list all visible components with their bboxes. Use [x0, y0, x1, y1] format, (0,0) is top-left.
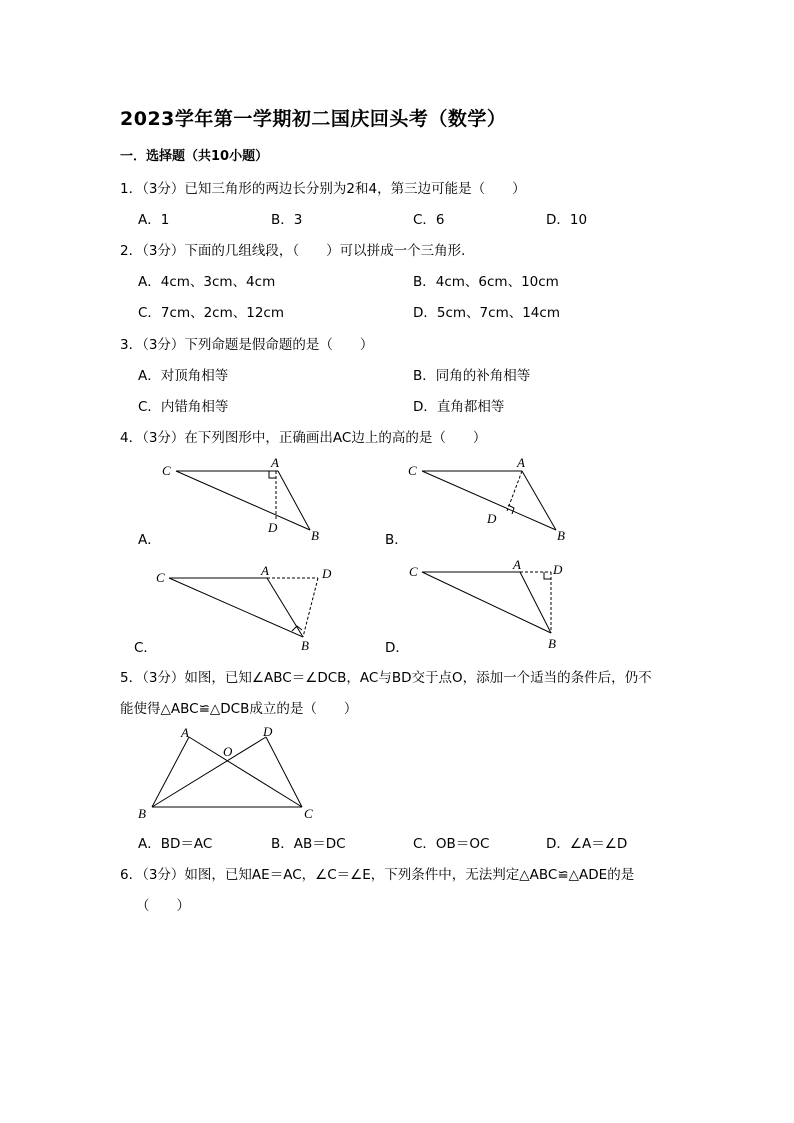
question-2-stem: 2．（3分）下面的几组线段，（ ）可以拼成一个三角形． [120, 243, 475, 259]
q1-option-c: C．6 [413, 212, 445, 228]
q4-figure-d [398, 555, 578, 655]
q3-option-b: B．同角的补角相等 [413, 368, 531, 384]
q4-option-c-label: C． [134, 640, 157, 656]
q4-figure-c [145, 560, 345, 655]
q5-label-b: B [138, 806, 146, 821]
q4a-label-b: B [311, 528, 319, 543]
q4c-label-b: B [301, 638, 309, 653]
q5-label-o: O [223, 744, 233, 759]
q2-option-b: B．4cm、6cm、10cm [413, 274, 559, 290]
q5-label-d: D [263, 724, 273, 739]
question-3-stem: 3．（3分）下列命题是假命题的是（ ） [120, 337, 374, 353]
q4-option-b-label: B． [385, 532, 408, 548]
q4c-label-c: C [156, 570, 165, 585]
q3-option-d: D．直角都相等 [413, 399, 505, 415]
q4b-label-d: D [487, 511, 497, 526]
q4-option-d-label: D． [385, 640, 409, 656]
q4d-label-d: D [553, 562, 563, 577]
q2-option-d: D．5cm、7cm、14cm [413, 305, 560, 321]
q1-option-a: A．1 [138, 212, 170, 228]
question-4-stem: 4．（3分）在下列图形中，正确画出AC边上的高的是（ ） [120, 430, 487, 446]
q3-option-a: A．对顶角相等 [138, 368, 229, 384]
q1-option-d: D．10 [546, 212, 588, 228]
q4-figure-a [150, 452, 330, 547]
question-5-stem-line1: 5．（3分）如图，已知∠ABC＝∠DCB，AC与BD交于点O，添加一个适当的条件后，仍不 [120, 670, 652, 686]
q4a-label-d: D [268, 520, 278, 535]
q3-option-c: C．内错角相等 [138, 399, 229, 415]
q4-option-a-label: A． [138, 532, 161, 548]
page-title: 2023学年第一学期初二国庆回头考（数学） [120, 108, 507, 130]
q4a-label-a: A [271, 455, 279, 470]
q5-label-c: C [304, 806, 313, 821]
q4-figure-b [398, 452, 578, 547]
question-1-stem: 1．（3分）已知三角形的两边长分别为2和4，第三边可能是（ ） [120, 181, 526, 197]
q5-option-d: D．∠A＝∠D [546, 836, 628, 852]
q4b-label-a: A [517, 455, 525, 470]
q5-option-a: A．BD＝AC [138, 836, 213, 852]
question-5-stem-line2: 能使得△ABC≌△DCB成立的是（ ） [120, 701, 358, 717]
q4d-label-c: C [409, 564, 418, 579]
question-6-stem-line1: 6．（3分）如图，已知AE＝AC，∠C＝∠E，下列条件中，无法判定△ABC≌△ADE的是 [120, 867, 635, 883]
question-6-stem-line2: （ ） [136, 898, 190, 914]
q4b-label-b: B [557, 528, 565, 543]
q5-figure [130, 720, 330, 825]
q5-option-c: C．OB＝OC [413, 836, 490, 852]
section-heading: 一．选择题（共10小题） [120, 149, 269, 164]
q5-option-b: B．AB＝DC [271, 836, 346, 852]
q2-option-a: A．4cm、3cm、4cm [138, 274, 276, 290]
q4c-label-d: D [322, 566, 332, 581]
q1-option-b: B．3 [271, 212, 303, 228]
q4c-label-a: A [261, 563, 269, 578]
q4d-label-b: B [548, 636, 556, 651]
q5-label-a: A [181, 725, 189, 740]
q4b-label-c: C [408, 463, 417, 478]
q4d-label-a: A [513, 557, 521, 572]
q2-option-c: C．7cm、2cm、12cm [138, 305, 285, 321]
q4a-label-c: C [162, 463, 171, 478]
